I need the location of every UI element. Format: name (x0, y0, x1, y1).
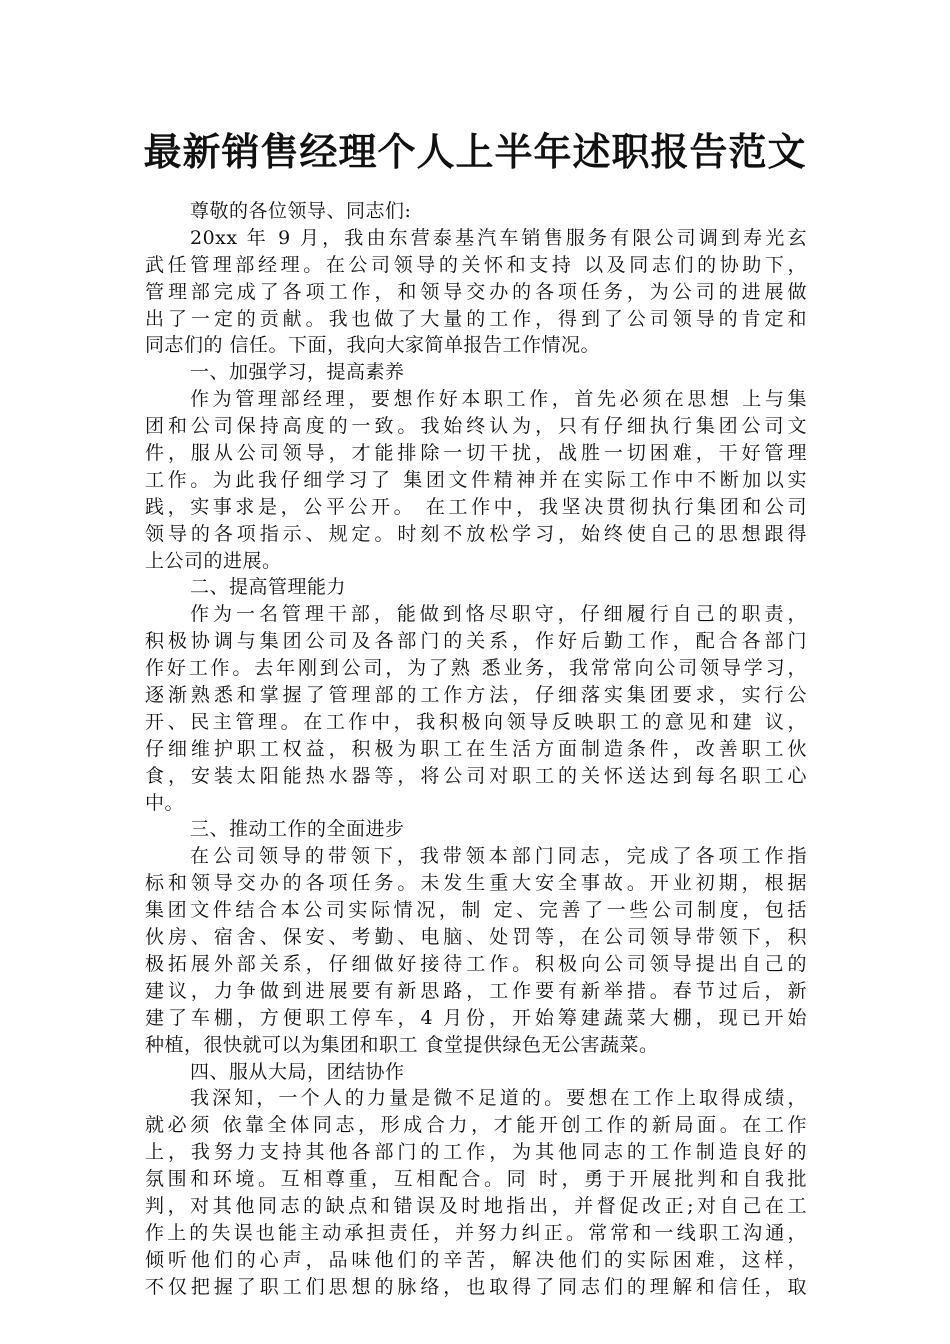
body-line: 我深知，一个人的力量是微不足道的。要想在工作上取得成绩， (190, 1087, 807, 1110)
body-line: 逐渐熟悉和掌握了管理部的工作方法，仔细落实集团要求，实行公 (145, 684, 807, 707)
body-line: 中。 (145, 791, 185, 814)
body-line: 不仅把握了职工们思想的脉络，也取得了同志们的理解和信任，取 (145, 1275, 807, 1298)
body-line: 上，我努力支持其他各部门的工作，为其他同志的工作制造良好的 (145, 1141, 807, 1164)
body-line: 就必须 依靠全体同志，形成合力，才能开创工作的新局面。在工作 (145, 1114, 807, 1137)
body-line: 团和公司保持高度的一致。我始终认为，只有仔细执行集团公司文 (145, 415, 807, 438)
body-line: 武任管理部经理。在公司领导的关怀和支持 以及同志们的协助下， (145, 253, 807, 276)
body-line: 食，安装太阳能热水器等，将公司对职工的关怀送达到每名职工心 (145, 764, 807, 787)
body-line: 伙房、宿舍、保安、考勤、电脑、处罚等，在公司领导带领下，积 (145, 926, 807, 949)
body-line: 建议，力争做到进展要有新思路，工作要有新举措。春节过后，新 (145, 979, 807, 1002)
body-line: 开、民主管理。在工作中，我积极向领导反映职工的意见和建 议， (145, 710, 807, 733)
body-line: 极拓展外部关系，仔细做好接待工作。积极向公司领导提出自己的 (145, 952, 807, 975)
body-line: 种植，很快就可以为集团和职工 食堂提供绿色无公害蔬菜。 (145, 1033, 659, 1056)
body-line: 作好工作。去年刚到公司，为了熟 悉业务，我常常向公司领导学习， (145, 657, 807, 680)
body-line: 仔细维护职工权益，积极为职工在生活方面制造条件，改善职工伙 (145, 737, 807, 760)
body-line: 作上的失误也能主动承担责任，并努力纠正。常常和一线职工沟通， (145, 1221, 807, 1244)
document-title: 最新销售经理个人上半年述职报告范文 (143, 130, 807, 174)
body-line: 件，服从公司领导，才能排除一切干扰，战胜一切困难，干好管理 (145, 442, 807, 465)
body-line: 管理部完成了各项工作，和领导交办的各项任务，为公司的进展做 (145, 280, 807, 303)
body-line: 一、加强学习，提高素养 (190, 361, 405, 384)
document-body (145, 198, 807, 1301)
body-line: 作为管理部经理，要想作好本职工作，首先必须在思想 上与集 (190, 388, 807, 411)
body-line: 同志们的 信任。下面，我向大家简单报告工作情况。 (145, 334, 601, 357)
body-line: 上公司的进展。 (145, 549, 282, 572)
body-line: 作为一名管理干部，能做到恪尽职守，仔细履行自己的职责， (190, 603, 807, 626)
body-line: 集团文件结合本公司实际情况，制 定、完善了一些公司制度，包括 (145, 899, 807, 922)
body-line: 20xx 年 9 月，我由东营泰基汽车销售服务有限公司调到寿光玄 (190, 226, 807, 249)
body-line: 尊敬的各位领导、同志们: (190, 200, 412, 222)
body-line: 氛围和环境。互相尊重，互相配合。同 时，勇于开展批判和自我批 (145, 1168, 807, 1191)
body-line: 出了一定的贡献。我也做了大量的工作，得到了公司领导的肯定和 (145, 307, 807, 330)
body-line: 判，对其他同志的缺点和错误及时地指出，并督促改正;对自己在工 (145, 1194, 807, 1217)
body-line: 二、提高管理能力 (190, 576, 347, 599)
body-line: 领导的各项指示、规定。时刻不放松学习，始终使自己的思想跟得 (145, 522, 807, 545)
body-line: 四、服从大局，团结协作 (190, 1060, 405, 1083)
body-line: 三、推动工作的全面进步 (190, 818, 405, 841)
body-line: 积极协调与集团公司及各部门的关系，作好后勤工作，配合各部门 (145, 630, 807, 653)
body-line: 践，实事求是，公平公开。 在工作中，我坚决贯彻执行集团和公司 (145, 495, 807, 518)
body-line: 在公司领导的带领下，我带领本部门同志，完成了各项工作指 (190, 845, 807, 868)
body-line: 倾听他们的心声，品味他们的辛苦，解决他们的实际困难，这样， (145, 1248, 807, 1271)
body-line: 标和领导交办的各项任务。未发生重大安全事故。开业初期，根据 (145, 872, 807, 895)
body-line: 建了车棚，方便职工停车，4 月份，开始筹建蔬菜大棚，现已开始 (145, 1006, 807, 1029)
body-line: 工作。为此我仔细学习了 集团文件精神并在实际工作中不断加以实 (145, 468, 807, 491)
